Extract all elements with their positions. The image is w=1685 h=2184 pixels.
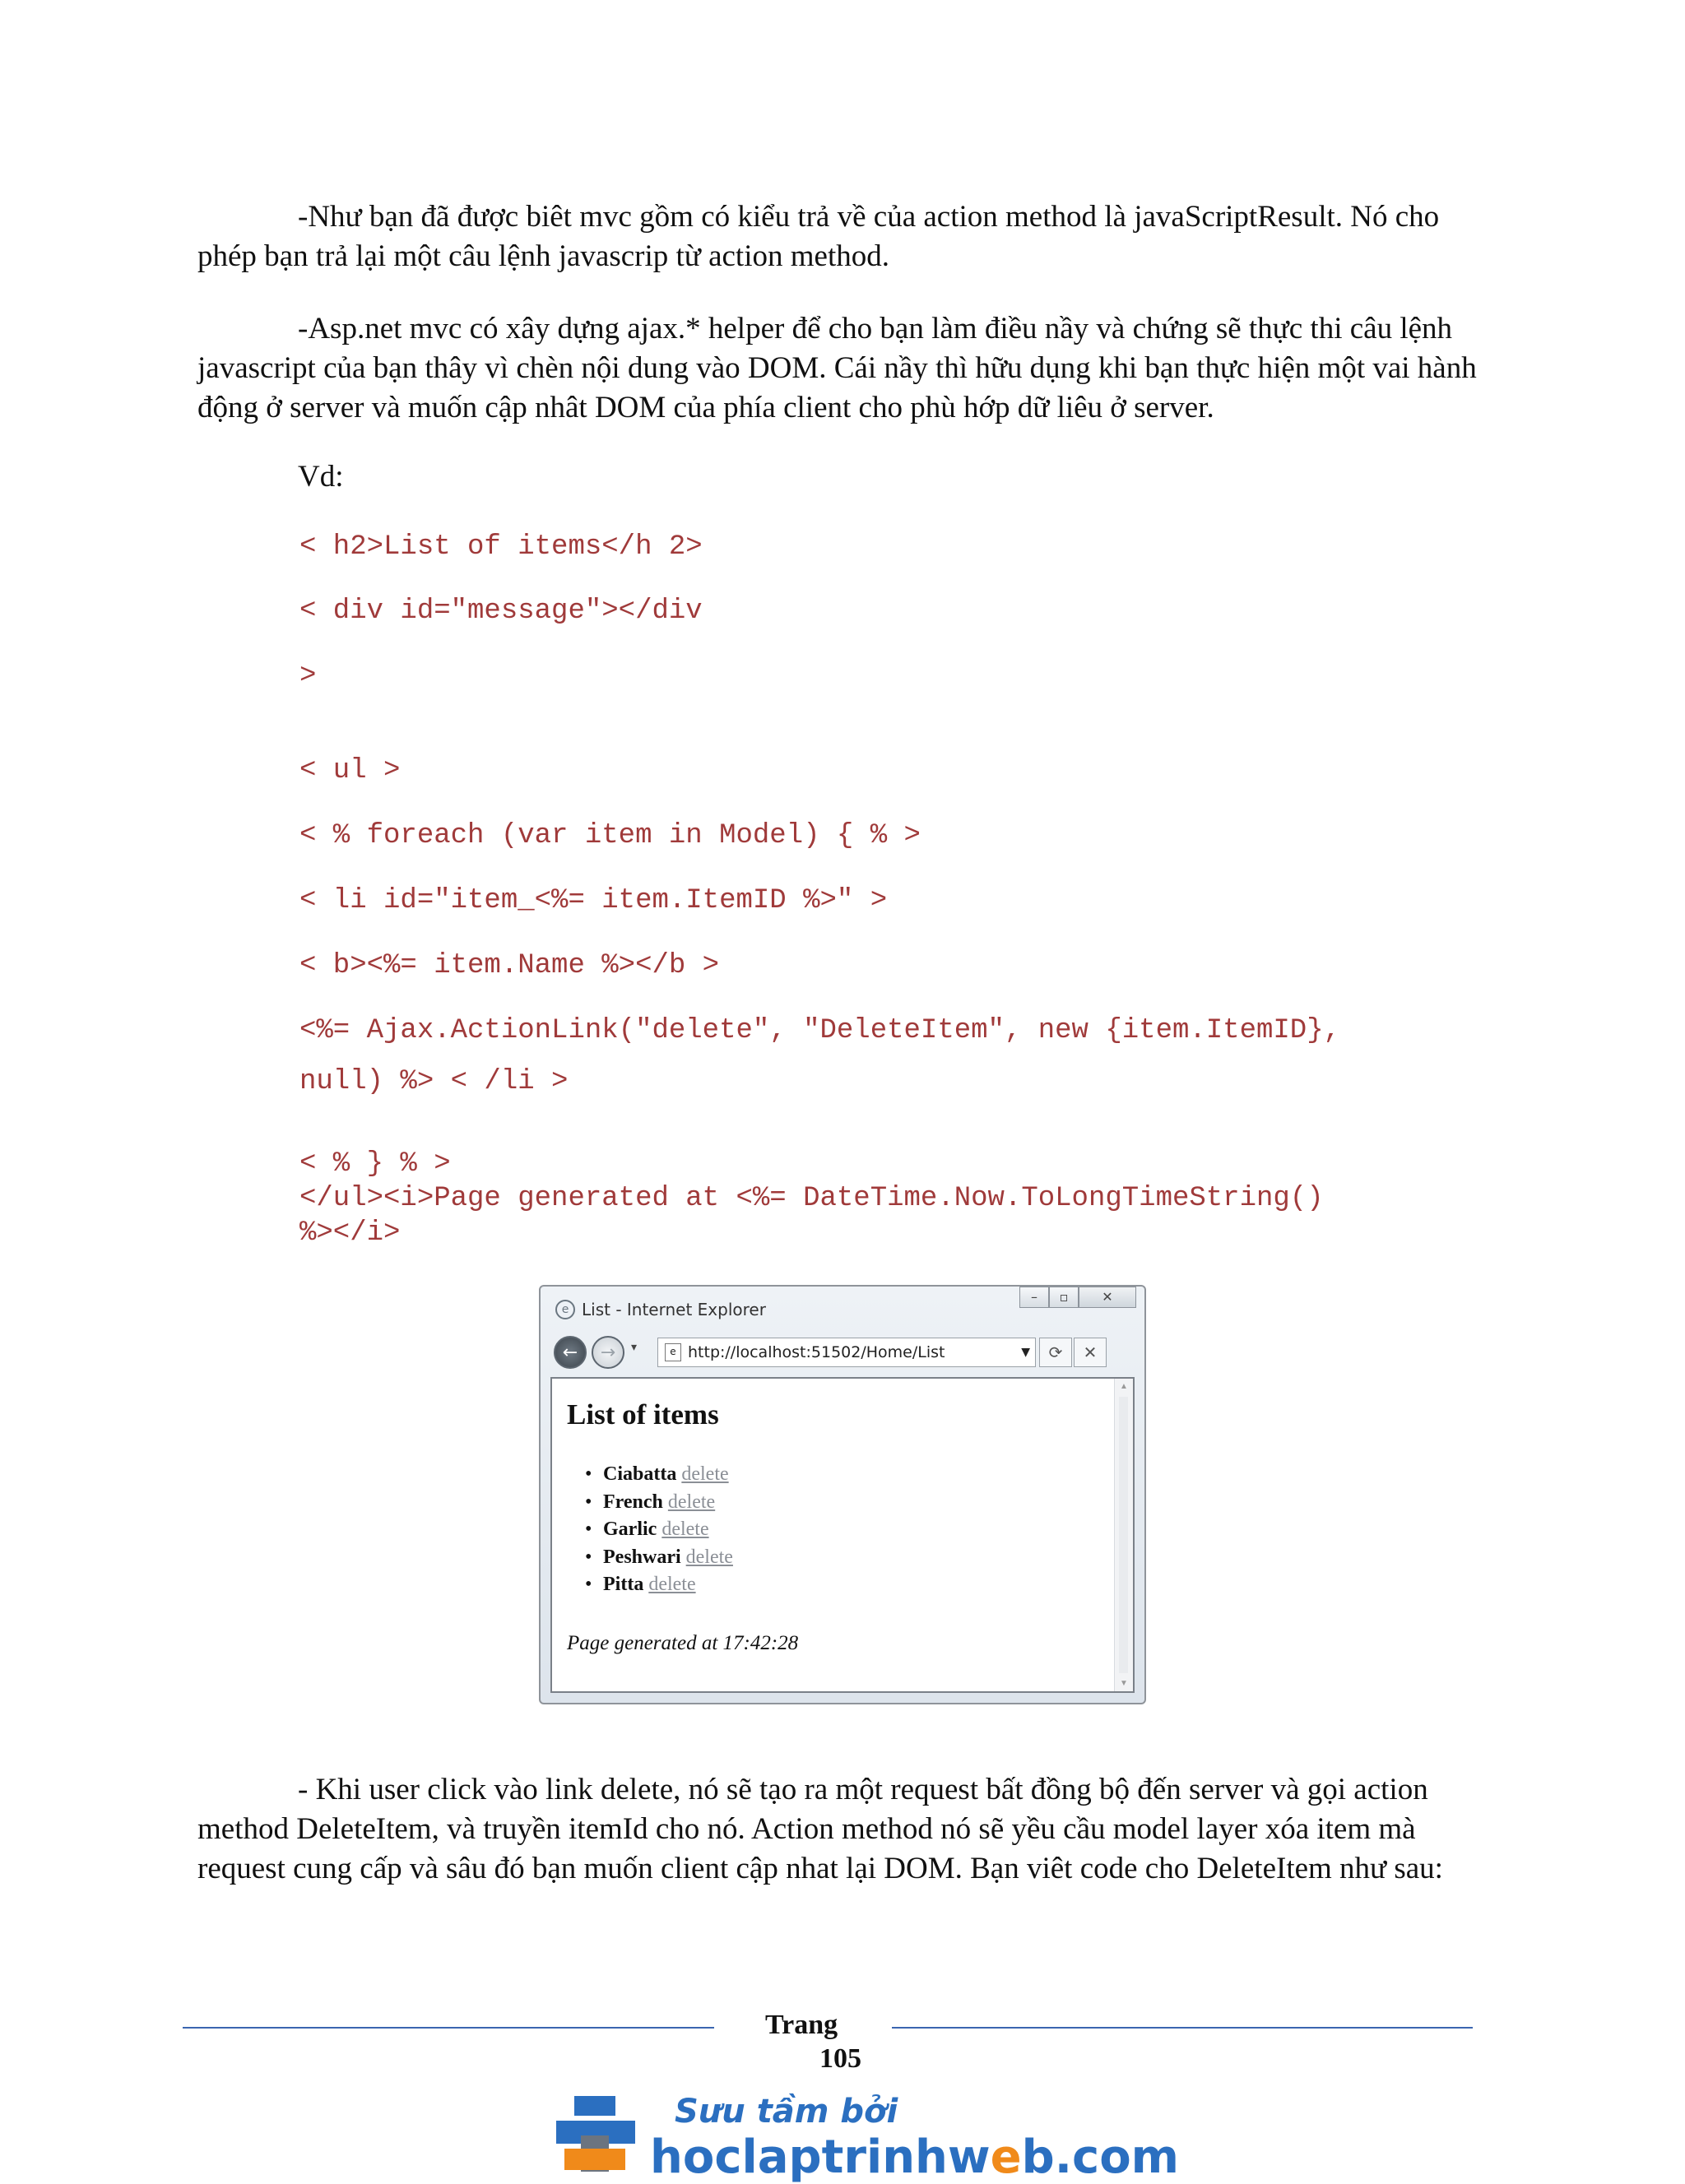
back-arrow-icon[interactable]: ← <box>554 1336 587 1369</box>
browser-viewport <box>550 1377 1135 1693</box>
browser-screenshot <box>539 1285 1146 1704</box>
browser-navbar <box>554 1333 1133 1372</box>
code-line-9: null) %> < /li > <box>299 1066 569 1097</box>
refresh-icon[interactable]: ⟳ <box>1039 1338 1072 1367</box>
browser-window-title: List - Internet Explorer <box>582 1300 766 1319</box>
page-icon: e <box>665 1343 681 1361</box>
history-dropdown-icon[interactable]: ▾ <box>631 1341 638 1354</box>
code-line-11: </ul><i>Page generated at <%= DateTime.Now.ToLongTimeString() <box>299 1183 1324 1214</box>
list-item: • Ciabatta delete <box>585 1463 729 1485</box>
scroll-down-icon[interactable]: ▼ <box>1120 1679 1128 1688</box>
code-line-12: %></i> <box>299 1217 401 1249</box>
delete-link[interactable]: delete <box>648 1574 696 1595</box>
logo-tagline: Sưu tầm bởi <box>675 2093 898 2131</box>
code-line-10: < % } % > <box>299 1148 451 1180</box>
page-heading: List of items <box>567 1398 719 1430</box>
list-item: • French delete <box>585 1491 716 1513</box>
delete-link[interactable]: delete <box>681 1463 729 1485</box>
ie-logo-icon: e <box>555 1300 575 1319</box>
code-line-4: < ul > <box>299 755 401 786</box>
site-logo-icon <box>556 2096 635 2175</box>
paragraph-ajax-helper: -Asp.net mvc có xây dựng ajax.* helper để cho bạn làm điều nầy và chứng sẽ thực thi câu lệnh javascript của bạn thây vì chèn nội dung vào DOM. Cái nầy thì hữu dụng khi bạn thực hiện một vai hành động ở server và muốn cập nhât DOM của phía client cho phù hớp dữ liêu ở server. <box>197 312 1477 424</box>
item-name: Ciabatta <box>603 1463 677 1485</box>
code-line-8: <%= Ajax.ActionLink("delete", "DeleteItem", new {item.ItemID}, <box>299 1015 1341 1046</box>
list-item: • Pitta delete <box>585 1574 696 1595</box>
browser-titlebar <box>555 1293 766 1326</box>
code-line-3: > <box>299 661 317 692</box>
address-dropdown-icon[interactable]: ▼ <box>1021 1346 1030 1359</box>
address-bar[interactable] <box>657 1338 1036 1367</box>
maximize-icon[interactable]: ▫ <box>1049 1287 1079 1308</box>
item-name: Peshwari <box>603 1546 681 1568</box>
item-name: Pitta <box>603 1574 644 1595</box>
scroll-up-icon[interactable]: ▲ <box>1120 1382 1128 1391</box>
delete-link[interactable]: delete <box>667 1491 716 1513</box>
item-name: Garlic <box>603 1519 657 1540</box>
code-line-6: < li id="item_<%= item.ItemID %>" > <box>299 885 888 916</box>
code-line-2: < div id="message"></div <box>299 596 703 627</box>
footer-rule-left <box>183 2027 714 2029</box>
stop-icon[interactable]: ✕ <box>1074 1338 1107 1367</box>
code-line-1: < h2>List of items</h 2> <box>299 531 703 563</box>
page-label: Trang <box>765 2010 838 2040</box>
paragraph-delete-explanation: - Khi user click vào link delete, nó sẽ tạo ra một request bất đồng bộ đến server và gọi action method DeleteItem, và truyền itemId cho nó. Action method nó sẽ yều cầu model layer xóa item mà request cung cấp và sâu đó bạn muốn client cập nhat lại DOM. Bạn viêt code cho DeleteItem như sau: <box>197 1773 1443 1885</box>
paragraph-javascript-result: -Như bạn đã được biêt mvc gồm có kiểu trả về của action method là javaScriptResult. Nó cho phép bạn trả lại một câu lệnh javascrip từ action method. <box>197 200 1440 273</box>
vertical-scrollbar[interactable] <box>1114 1379 1133 1691</box>
delete-link[interactable]: delete <box>661 1519 709 1540</box>
example-label: Vd: <box>298 460 344 494</box>
item-list <box>585 1461 733 1599</box>
code-line-5: < % foreach (var item in Model) { % > <box>299 820 921 851</box>
window-controls <box>1019 1287 1136 1308</box>
item-name: French <box>603 1491 663 1513</box>
code-line-7: < b><%= item.Name %></b > <box>299 950 720 981</box>
delete-link[interactable]: delete <box>685 1546 733 1568</box>
minimize-icon[interactable]: – <box>1019 1287 1049 1308</box>
footer-rule-right <box>892 2027 1473 2029</box>
list-item: • Peshwari delete <box>585 1546 733 1568</box>
logo-site-name: hoclaptrinhweb.com <box>650 2131 1180 2184</box>
address-url: http://localhost:51502/Home/List <box>688 1343 945 1361</box>
forward-arrow-icon[interactable]: → <box>592 1336 624 1369</box>
page-number: 105 <box>819 2043 861 2074</box>
close-icon[interactable]: ✕ <box>1079 1287 1136 1308</box>
page-generated-text: Page generated at 17:42:28 <box>567 1632 799 1654</box>
list-item: • Garlic delete <box>585 1519 709 1540</box>
